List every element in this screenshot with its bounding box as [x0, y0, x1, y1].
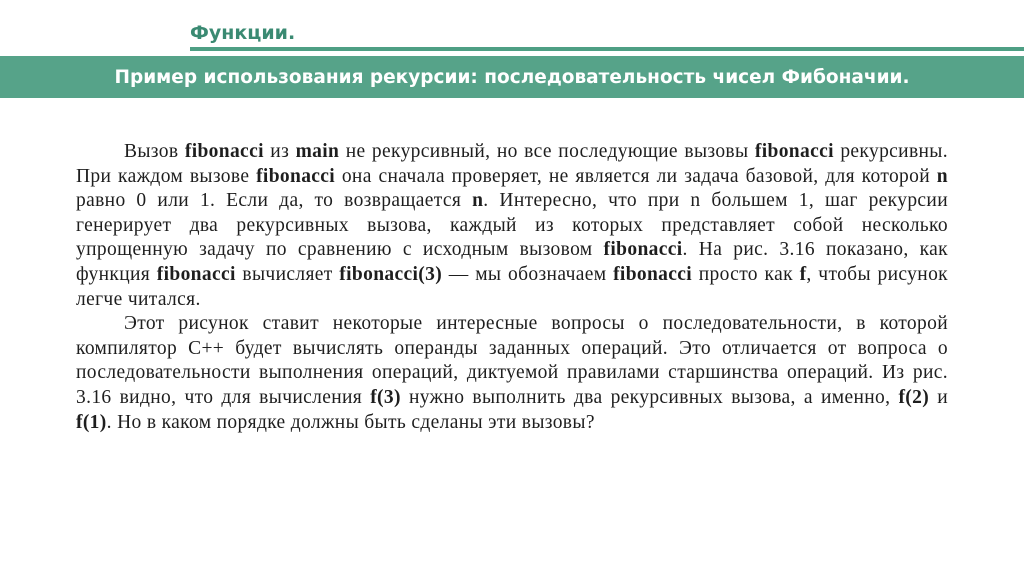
text-run: рекурсивны. При каждом вызове: [76, 141, 948, 187]
code-term: n: [472, 190, 484, 212]
text-run: нужно выполнить два рекурсивных вызова, а именно,: [400, 386, 899, 408]
text-run: , чтобы рисунок легче читался.: [76, 263, 948, 310]
text-run: она сначала проверяет, не является ли задача базовой, для которой: [335, 165, 937, 187]
title-banner: [0, 56, 1024, 98]
code-term: f: [799, 263, 807, 285]
code-term: fibonacci: [256, 165, 336, 187]
text-run: и: [929, 386, 948, 408]
paragraph-1: [76, 140, 948, 312]
text-run: Этот рисунок ставит некоторые интересные вопросы о последовательности, в которой компилятор C++ будет вычислять операнды заданных операций. Это отличается от вопроса о последовательности выполнения операций, диктуемой правилами старшинства операций. Из рис. 3.16 видно, что для вычисления: [76, 313, 948, 408]
body-text: [76, 140, 948, 435]
code-term: fibonacci: [184, 141, 264, 162]
text-run: просто как: [692, 263, 800, 285]
code-term: fibonacci: [754, 141, 834, 162]
banner-title: Пример использования рекурсии: последовательность чисел Фибоначии.: [114, 66, 910, 88]
text-run: — мы обозначаем: [442, 263, 614, 285]
code-term: f(3): [370, 386, 401, 408]
code-term: fibonacci: [613, 263, 693, 285]
code-term: f(2): [898, 386, 930, 408]
code-term: fibonacci(3): [339, 263, 443, 285]
code-term: fibonacci: [603, 239, 683, 261]
text-run: . Но в каком порядке должны быть сделаны эти вызовы?: [106, 411, 595, 433]
text-run: не рекурсивный, но все последующие вызовы: [339, 141, 755, 162]
section-title: Функции.: [190, 22, 296, 44]
text-run: из: [263, 141, 296, 162]
code-term: fibonacci: [156, 263, 236, 285]
code-term: f(1): [76, 411, 107, 433]
text-run: . Интересно, что при n большем 1, шаг рекурсии генерирует два рекурсивных вызова, каждый из которых представляет собой несколько упрощенную задачу по сравнению с исходным вызовом: [76, 190, 948, 261]
text-run: . На рис. 3.16 показано, как функция: [76, 239, 948, 285]
code-term: n: [936, 165, 948, 187]
text-run: Вызов: [124, 141, 185, 162]
header-divider: [190, 47, 1024, 51]
paragraph-2: [76, 312, 948, 435]
code-term: main: [295, 141, 340, 162]
text-run: вычисляет: [235, 263, 340, 285]
text-run: равно 0 или 1. Если да, то возвращается: [76, 190, 473, 212]
